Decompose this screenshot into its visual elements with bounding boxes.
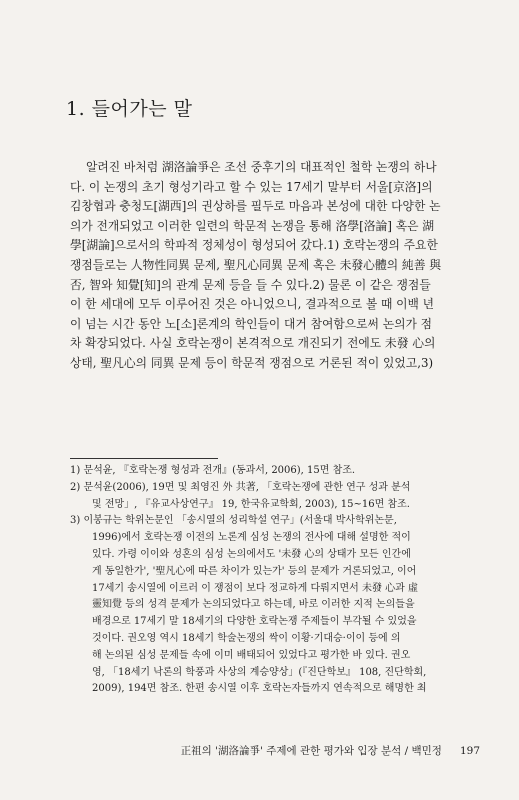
footnote-3-cont: 게 동일한가', '聖凡心에 따른 차이가 있는가' 등의 문제가 거론되었고, 이어 (92, 565, 417, 577)
body-line: 學[湖論]으로서의 학파적 정체성이 형성되어 갔다.1) 호락논쟁의 주요한 (70, 238, 438, 253)
body-line: 상태, 聖凡心의 同異 문제 등이 학문적 쟁점으로 거론된 적이 있었고,3) (70, 355, 434, 370)
footnote-3-cont: 배경으로 17세기 말 18세기의 다양한 호락논쟁 주제들이 부각될 수 있었을 (92, 616, 417, 628)
footnotes (70, 463, 480, 698)
body-paragraph (70, 158, 480, 374)
footnote-3-cont: 靈知覺 등의 성격 문제가 논의되었다고 하는데, 바로 이러한 지적 논의들을 (92, 599, 415, 611)
footnote-3-cont: 영, 「18세기 낙론의 학풍과 사상의 계승양상」(『진단학보』 108, 진단학회, (92, 666, 427, 678)
footnote-divider (70, 458, 218, 459)
footnote-2: 2) 문석윤(2006), 19면 및 최영진 外 共著, 「호락논쟁에 관한 연구 성과 분석 (70, 481, 411, 493)
footnote-3: 3) 이봉규는 학위논문인 「송시열의 성리학설 연구」(서울대 박사학위논문, (70, 515, 397, 527)
body-line: 김창협과 충청도[湖西]의 권상하를 필두로 마음과 본성에 대한 다양한 논 (70, 199, 441, 214)
footnote-3-cont: 있다. 가령 이이와 성혼의 심성 논의에서도 '未發 心의 상태가 모든 인간에 (92, 548, 411, 560)
body-line: 쟁점들로는 人物性同異 문제, 聖凡心同異 문제 혹은 未發心體의 純善 與 (70, 257, 442, 272)
body-line: 否, 智와 知覺[知]의 관계 문제 등을 들 수 있다.2) 물론 이 같은 쟁점들 (70, 277, 431, 292)
body-line: 이 넘는 시간 동안 노[소]론계의 학인들이 대거 참여함으로써 논의가 점 (70, 316, 433, 331)
footnote-3-cont: 것이다. 권오영 역시 18세기 학술논쟁의 싹이 이황·기대승·이이 등에 의 (92, 632, 401, 644)
section-heading: 1. 들어가는 말 (66, 98, 193, 120)
footnote-2-cont: 및 전망」, 『유교사상연구』 19, 한국유교학회, 2003), 15~16면 참조. (92, 498, 410, 510)
body-line: 의가 전개되었고 이러한 일련의 학문적 논쟁을 통해 洛學[洛論] 혹은 湖 (70, 218, 435, 233)
page-number: 197 (459, 745, 480, 757)
footnote-3-cont: 해 논의된 심성 문제들 속에 이미 배태되어 있었다고 평가한 바 있다. 권오 (92, 649, 411, 661)
body-line: 이 한 세대에 모두 이루어진 것은 아니었으니, 결과적으로 볼 때 이백 년 (70, 297, 435, 312)
body-line: 알려진 바처럼 湖洛論爭은 조선 중후기의 대표적인 철학 논쟁의 하나 (86, 160, 437, 174)
footnote-3-cont: 17세기 송시열에 이르러 이 쟁점이 보다 정교하게 다뤄지면서 未發 心과 虛 (92, 582, 419, 594)
footnote-3-cont: 2009), 194면 참조. 한편 송시열 이후 호락논자들까지 연속적으로 해명한 최 (92, 683, 427, 695)
page-footer (148, 743, 480, 758)
body-line: 차 확장되었다. 사실 호락논쟁이 본격적으로 개진되기 전에도 未發 心의 (70, 336, 436, 351)
body-line: 다. 이 논쟁의 초기 형성기라고 할 수 있는 17세기 말부터 서울[京洛]의 (70, 179, 433, 194)
footnote-3-cont: 1996)에서 호락논쟁 이전의 노론계 심성 논쟁의 전사에 대해 설명한 적이 (92, 532, 411, 544)
footnote-1: 1) 문석윤, 『호락논쟁 형성과 전개』(동과서, 2006), 15면 참조. (70, 465, 356, 476)
running-title: 正祖의 '湖洛論爭' 주제에 관한 평가와 입장 분석 / 백민정 (180, 745, 442, 757)
